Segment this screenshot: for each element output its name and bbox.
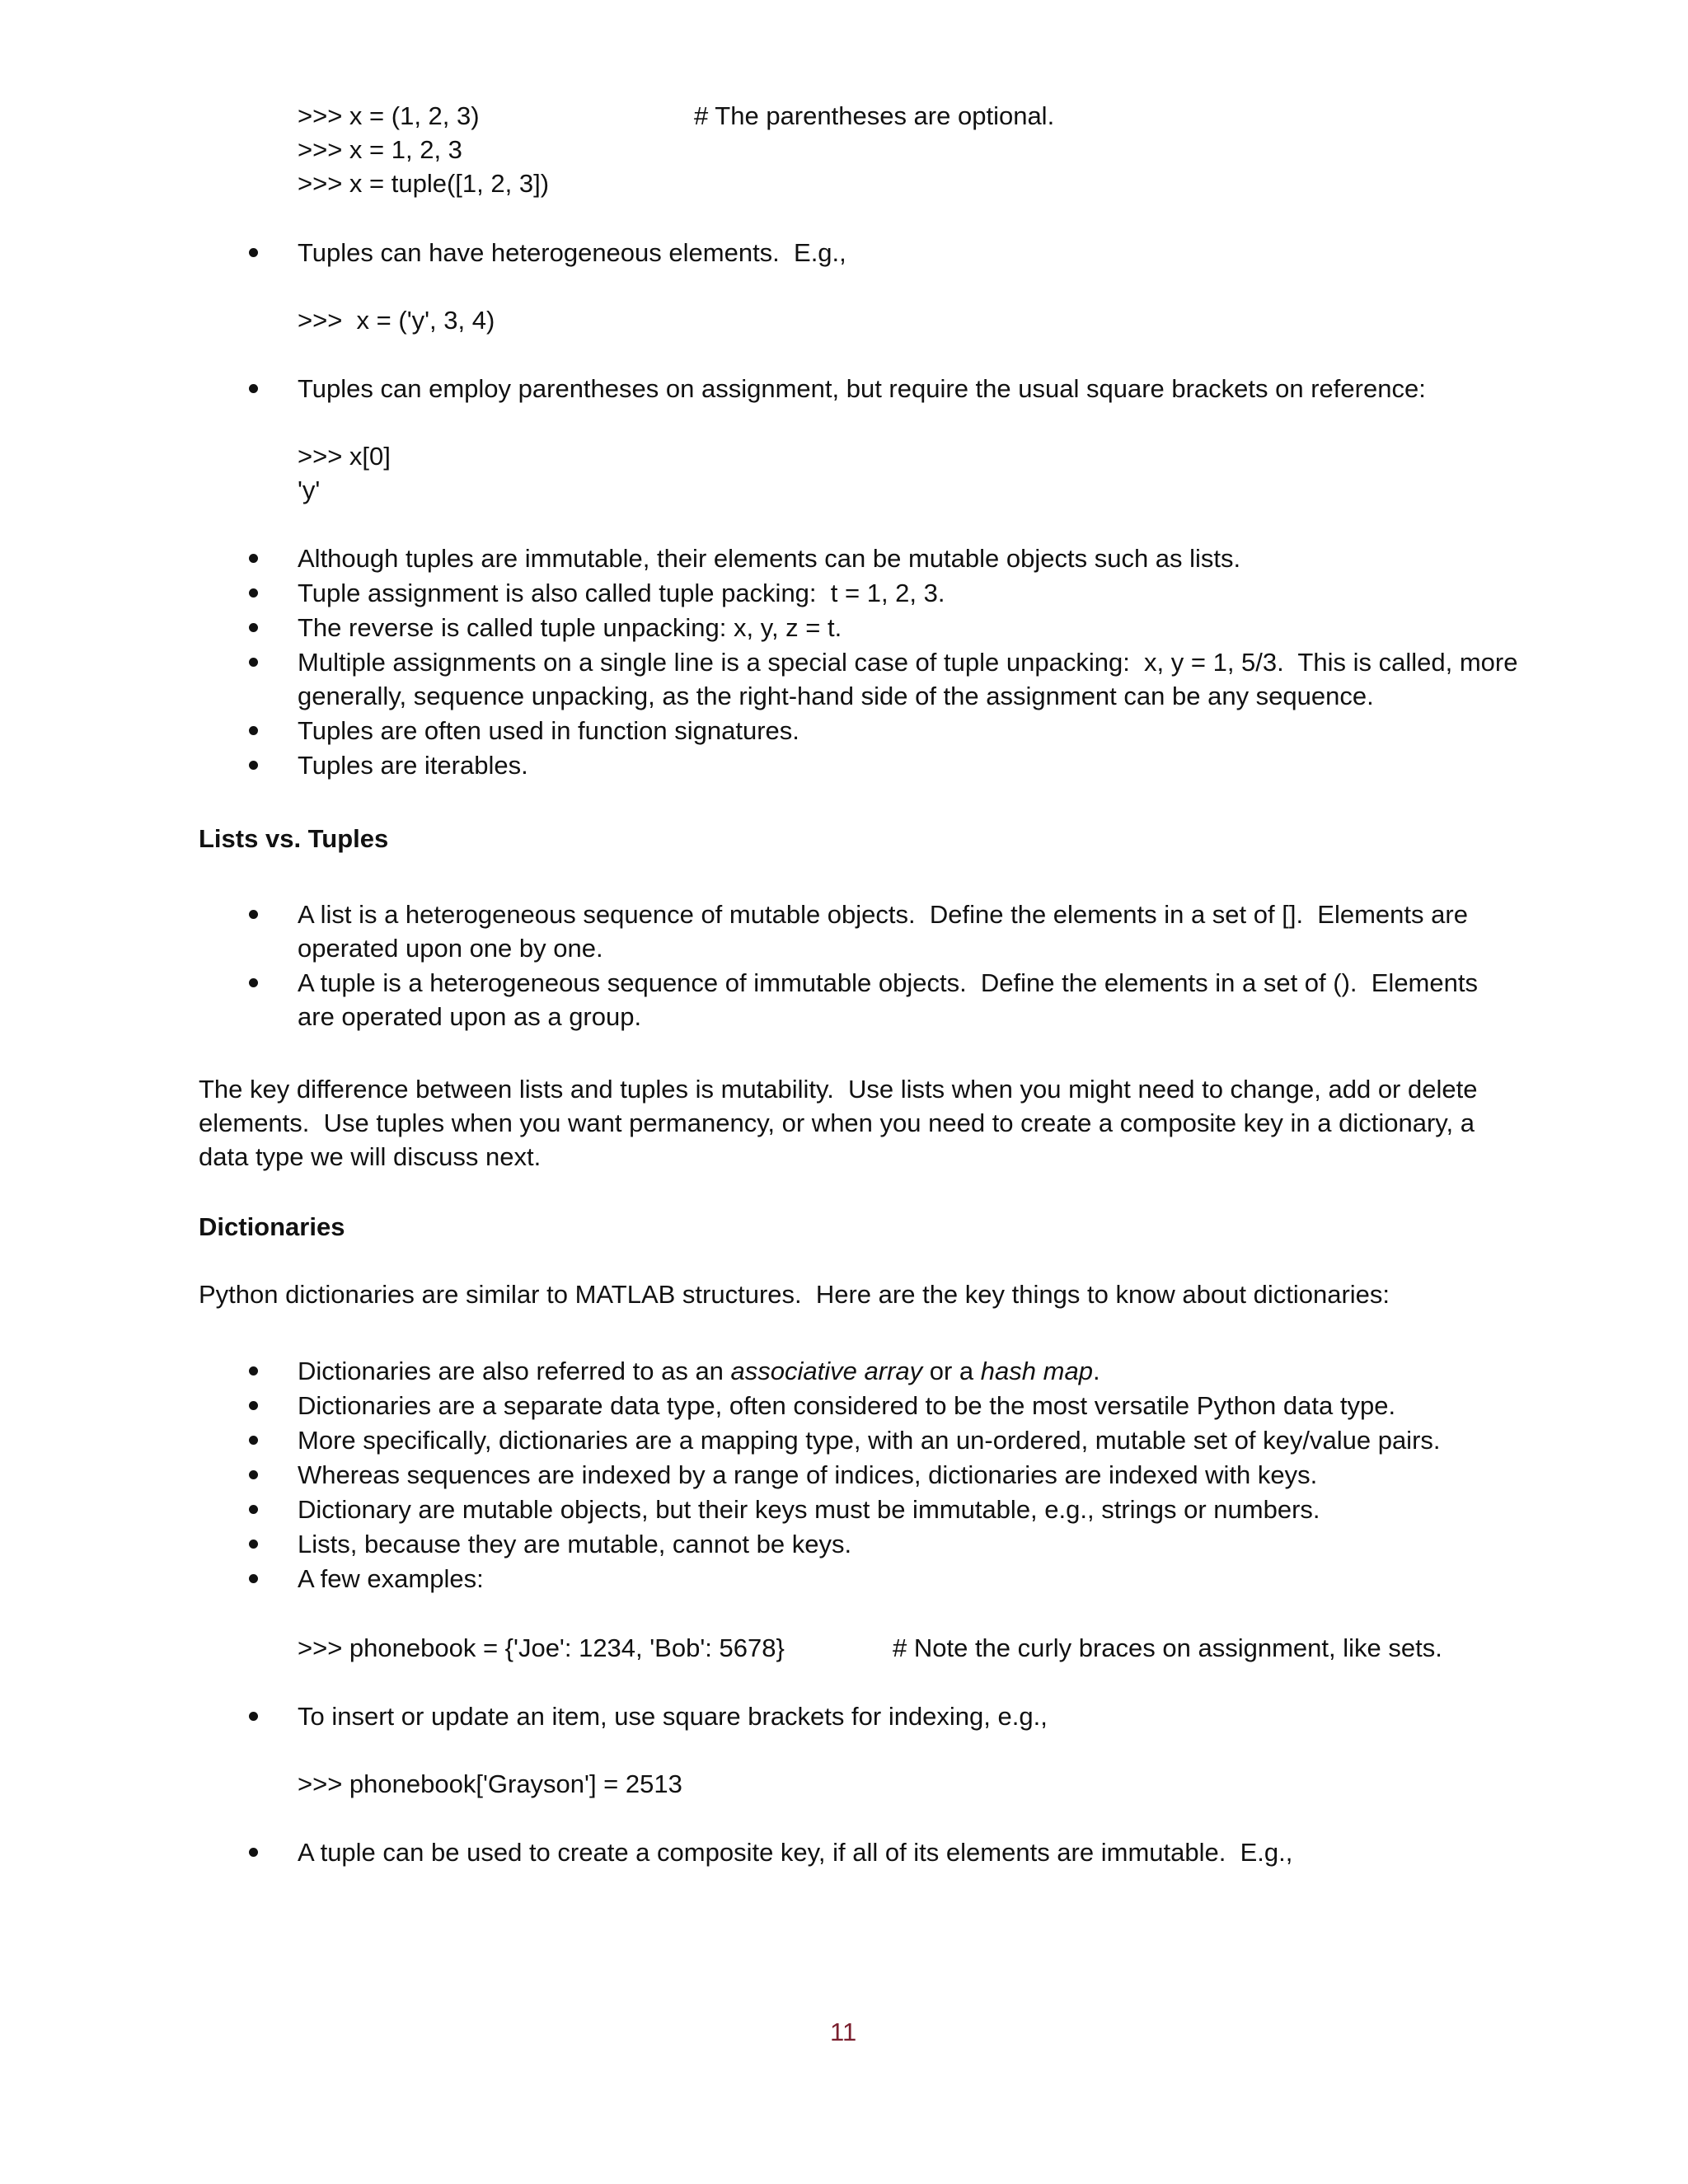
mutability-paragraph-line2: elements. Use tuples when you want permanency, or when you need to create a composite key in a dictionary, a (199, 1108, 1475, 1137)
page-number: 11 (830, 2018, 857, 2046)
list-definition-line1: A list is a heterogeneous sequence of mutable objects. Define the elements in a set of []. Elements are (298, 900, 1468, 929)
bullet-dot (249, 726, 258, 735)
tuple-definition-line1: A tuple is a heterogeneous sequence of immutable objects. Define the elements in a set of (). Elements (298, 968, 1478, 997)
dict-mapping-type-item: More specifically, dictionaries are a mapping type, with an un-ordered, mutable set of key/value pairs. (298, 1426, 1441, 1455)
bullet-dot (249, 1436, 258, 1445)
tuple-brackets-item: Tuples can employ parentheses on assignment, but require the usual square brackets on reference: (298, 374, 1426, 403)
bullet-dot (249, 1540, 258, 1549)
bullet-dot (249, 978, 258, 987)
code-line-phonebook-insert: >>> phonebook['Grayson'] = 2513 (298, 1769, 682, 1798)
bullet-dot (249, 248, 258, 257)
bullet-dot (249, 1401, 258, 1410)
bullet-dot (249, 1470, 258, 1479)
bullet-dot (249, 554, 258, 563)
tuple-heterogeneous-item: Tuples can have heterogeneous elements. E.g., (298, 238, 846, 267)
multiple-assignment-item-line1: Multiple assignments on a single line is a special case of tuple unpacking: x, y = 1, 5/3. This is called, more (298, 648, 1518, 677)
code-comment-parentheses-optional: # The parentheses are optional. (694, 101, 1055, 130)
bullet-dot (249, 384, 258, 393)
term-associative-array: associative array (730, 1357, 923, 1385)
code-line-index-result: 'y' (298, 476, 321, 504)
bullet-dot (249, 1574, 258, 1583)
bullet-dot (249, 761, 258, 770)
dict-data-type-item: Dictionaries are a separate data type, often considered to be the most versatile Python data type. (298, 1391, 1396, 1420)
list-definition-line2: operated upon one by one. (298, 934, 603, 963)
dict-examples-item: A few examples: (298, 1564, 484, 1593)
dict-insert-update-item: To insert or update an item, use square brackets for indexing, e.g., (298, 1702, 1048, 1731)
tuple-unpacking-item: The reverse is called tuple unpacking: x, y, z = t. (298, 613, 842, 642)
bullet-dot (249, 588, 258, 598)
code-line-tuple-literal: >>> x = (1, 2, 3) (298, 101, 480, 130)
dictionaries-intro: Python dictionaries are similar to MATLAB structures. Here are the key things to know about dictionaries: (199, 1280, 1390, 1309)
dict-lists-not-keys-item: Lists, because they are mutable, cannot be keys. (298, 1530, 852, 1558)
bullet-dot (249, 1366, 258, 1376)
code-line-heterogeneous-tuple: >>> x = ('y', 3, 4) (298, 306, 495, 335)
section-heading-dictionaries: Dictionaries (199, 1212, 345, 1241)
bullet-dot (249, 1505, 258, 1514)
code-comment-curly-braces: # Note the curly braces on assignment, like sets. (893, 1633, 1442, 1662)
dict-composite-key-item: A tuple can be used to create a composite key, if all of its elements are immutable. E.g., (298, 1838, 1293, 1867)
bullet-dot (249, 623, 258, 632)
dict-aliases-item: Dictionaries are also referred to as an associative array or a hash map. (298, 1357, 1100, 1385)
bullet-dot (249, 658, 258, 667)
tuple-signatures-item: Tuples are often used in function signatures. (298, 716, 799, 745)
bullet-dot (249, 1712, 258, 1721)
code-line-tuple-no-parens: >>> x = 1, 2, 3 (298, 135, 462, 164)
bullet-dot (249, 1848, 258, 1857)
code-line-phonebook: >>> phonebook = {'Joe': 1234, 'Bob': 5678} (298, 1633, 785, 1662)
mutability-paragraph-line1: The key difference between lists and tuples is mutability. Use lists when you might need to change, add or delete (199, 1075, 1478, 1104)
tuple-packing-item: Tuple assignment is also called tuple packing: t = 1, 2, 3. (298, 579, 945, 607)
tuple-immutable-item: Although tuples are immutable, their elements can be mutable objects such as lists. (298, 544, 1241, 573)
dict-indexed-by-keys-item: Whereas sequences are indexed by a range of indices, dictionaries are indexed with keys. (298, 1460, 1318, 1489)
mutability-paragraph-line3: data type we will discuss next. (199, 1142, 542, 1171)
code-line-index: >>> x[0] (298, 442, 391, 471)
term-hash-map: hash map (980, 1357, 1093, 1385)
tuple-iterables-item: Tuples are iterables. (298, 751, 528, 780)
tuple-definition-line2: are operated upon as a group. (298, 1002, 642, 1031)
section-heading-lists-vs-tuples: Lists vs. Tuples (199, 824, 389, 853)
code-line-tuple-constructor: >>> x = tuple([1, 2, 3]) (298, 169, 550, 198)
multiple-assignment-item-line2: generally, sequence unpacking, as the right-hand side of the assignment can be any sequence. (298, 682, 1374, 710)
dict-immutable-keys-item: Dictionary are mutable objects, but their keys must be immutable, e.g., strings or numbers. (298, 1495, 1320, 1524)
bullet-dot (249, 910, 258, 919)
